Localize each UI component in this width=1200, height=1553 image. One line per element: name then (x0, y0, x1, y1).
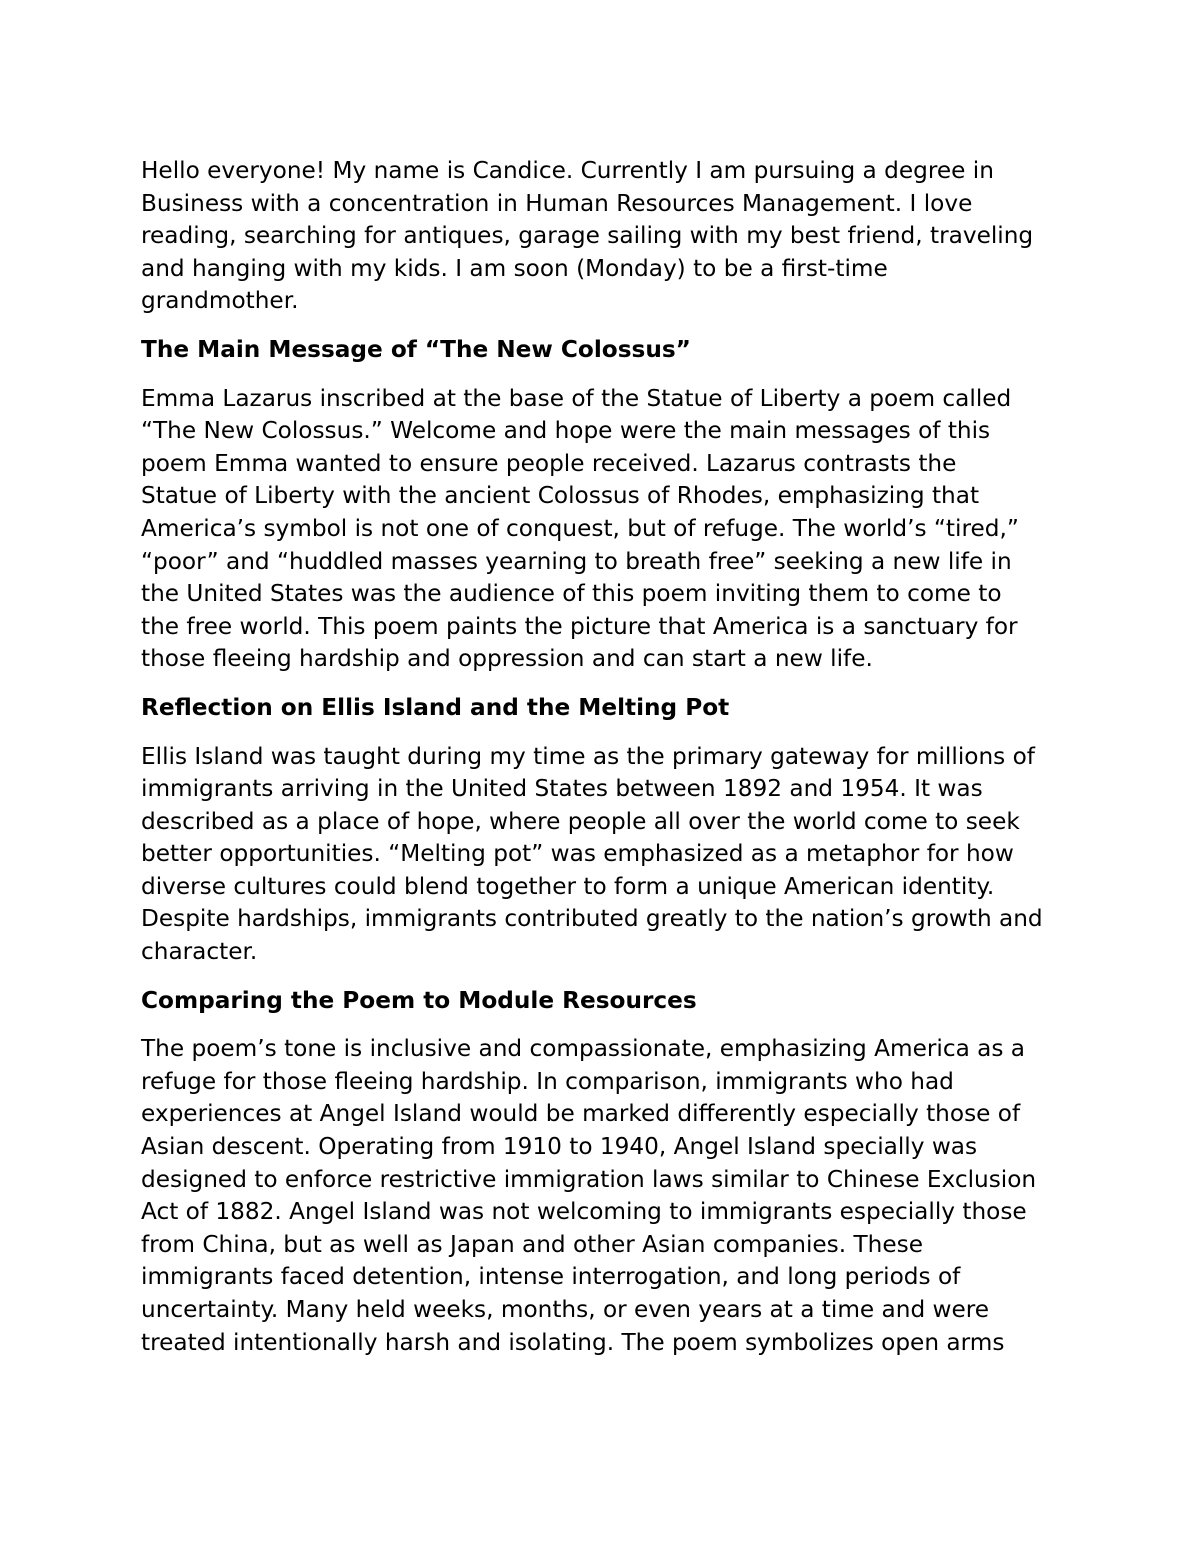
text-line: immigrants faced detention, intense interrogation, and long periods of (141, 1263, 961, 1291)
text-line: refuge for those fleeing hardship. In comparison, immigrants who had (141, 1067, 954, 1095)
text-line: uncertainty. Many held weeks, months, or even years at a time and were (141, 1296, 990, 1323)
section-heading-ellis-island: Reflection on Ellis Island and the Melting Pot (141, 693, 730, 721)
text-line: designed to enforce restrictive immigration laws similar to Chinese Exclusion (141, 1165, 1037, 1193)
comparing-paragraph (141, 1033, 1071, 1359)
text-line: Emma Lazarus inscribed at the base of the Statue of Liberty a poem called (141, 384, 1012, 412)
text-line: “The New Colossus.” Welcome and hope were the main messages of this (141, 417, 991, 445)
text-line: the free world. This poem paints the picture that America is a sanctuary for (141, 612, 1018, 640)
text-line: “poor” and “huddled masses yearning to breath free” seeking a new life in (141, 547, 1012, 575)
text-line: diverse cultures could blend together to form a unique American identity. (141, 872, 995, 900)
text-line: experiences at Angel Island would be marked differently especially those of (141, 1100, 1021, 1128)
section-heading-main-message: The Main Message of “The New Colossus” (141, 335, 691, 363)
main-message-paragraph (141, 383, 1071, 676)
text-line: grandmother. (141, 287, 299, 315)
text-line: described as a place of hope, where people all over the world come to seek (141, 807, 1020, 835)
text-line: The poem’s tone is inclusive and compassionate, emphasizing America as a (141, 1035, 1026, 1063)
text-line: character. (141, 938, 258, 966)
text-line: poem Emma wanted to ensure people received. Lazarus contrasts the (141, 449, 957, 477)
ellis-island-paragraph (141, 741, 1071, 969)
text-line: those fleeing hardship and oppression and can start a new life. (141, 645, 873, 673)
text-line: America’s symbol is not one of conquest, but of refuge. The world’s “tired,” (141, 514, 1019, 542)
text-line: Asian descent. Operating from 1910 to 1940, Angel Island specially was (141, 1133, 978, 1161)
text-line: Statue of Liberty with the ancient Colossus of Rhodes, emphasizing that (141, 482, 980, 510)
text-line: treated intentionally harsh and isolating. The poem symbolizes open arms (141, 1328, 1005, 1356)
text-line: Ellis Island was taught during my time as the primary gateway for millions of (141, 742, 1035, 770)
text-line: reading, searching for antiques, garage sailing with my best friend, traveling (141, 222, 1034, 250)
text-line: from China, but as well as Japan and other Asian companies. These (141, 1230, 923, 1258)
intro-paragraph (141, 155, 1071, 318)
text-line: Business with a concentration in Human Resources Management. I love (141, 189, 973, 217)
text-line: Despite hardships, immigrants contributed greatly to the nation’s growth and (141, 905, 1043, 933)
text-line: better opportunities. “Melting pot” was emphasized as a metaphor for how (141, 840, 1014, 868)
text-line: Act of 1882. Angel Island was not welcoming to immigrants especially those (141, 1198, 1027, 1226)
document-page (141, 155, 1071, 1375)
text-line: and hanging with my kids. I am soon (Monday) to be a first-time (141, 254, 888, 282)
text-line: immigrants arriving in the United States between 1892 and 1954. It was (141, 775, 983, 803)
section-heading-comparing: Comparing the Poem to Module Resources (141, 986, 697, 1014)
text-line: Hello everyone! My name is Candice. Currently I am pursuing a degree in (141, 157, 994, 184)
text-line: the United States was the audience of this poem inviting them to come to (141, 580, 1002, 608)
